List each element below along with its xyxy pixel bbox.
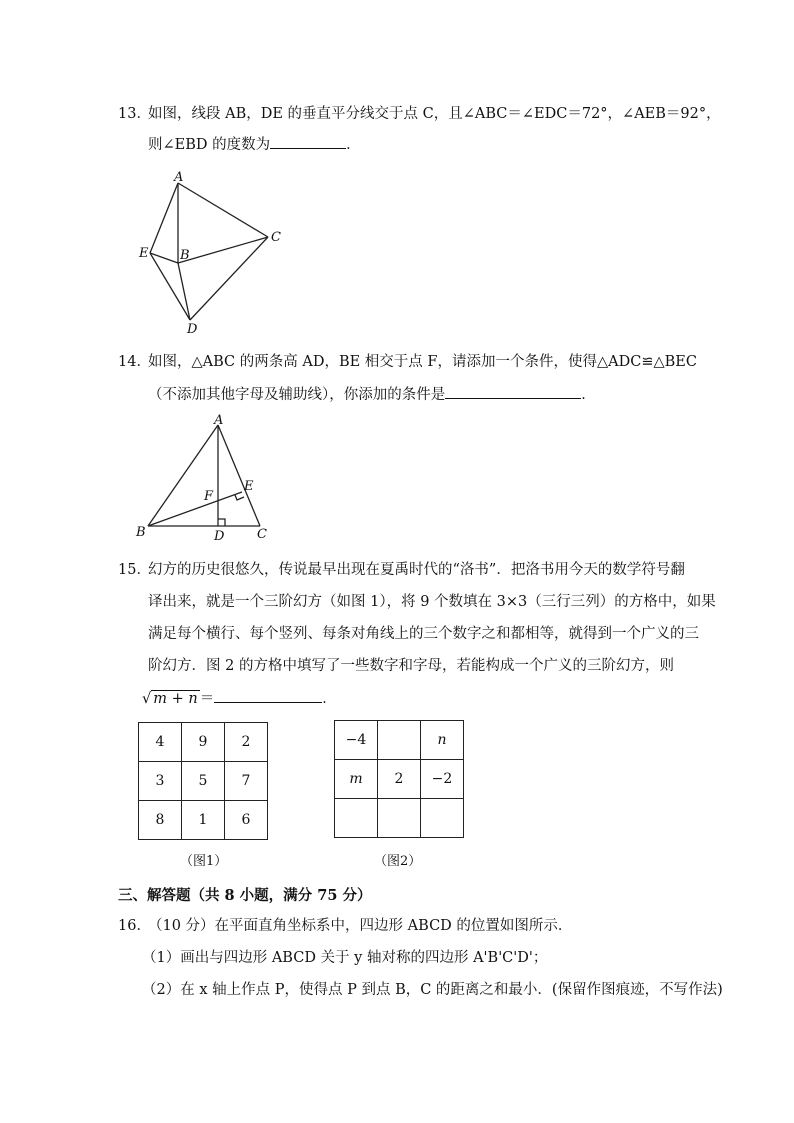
- q15-text-line4: 阶幻方．图 2 的方格中填写了一些数字和字母，若能构成一个广义的三阶幻方，则: [148, 658, 674, 674]
- cell: 7: [225, 762, 268, 801]
- segment-AC: [178, 183, 268, 237]
- cell: 2: [378, 760, 421, 799]
- table-row: [139, 801, 268, 840]
- cell: 1: [182, 801, 225, 840]
- label-D: D: [214, 529, 225, 544]
- q14-prompt: （不添加其他字母及辅助线），你添加的条件是: [148, 387, 446, 403]
- segment-EB: [150, 253, 178, 263]
- cell: [335, 799, 378, 838]
- table-row: [335, 799, 464, 838]
- section-title: 三、解答题（共 8 小题，满分 75 分）: [118, 887, 372, 904]
- segment-AC: [218, 425, 260, 526]
- cell: 5: [182, 762, 225, 801]
- altitude-BE: [148, 492, 242, 526]
- equals-sign: ＝: [199, 691, 215, 707]
- segment-AE: [150, 183, 178, 253]
- table-row: [139, 762, 268, 801]
- q13-period: ．: [346, 137, 361, 153]
- q13-text-line2: [148, 134, 361, 155]
- segment-BD: [178, 263, 190, 320]
- q13-answer-blank[interactable]: [270, 134, 346, 149]
- q14-period: ．: [581, 387, 596, 403]
- table-row: [335, 721, 464, 760]
- q13-number: 13．: [118, 106, 151, 122]
- label-A: A: [174, 170, 184, 185]
- cell: [378, 721, 421, 760]
- q15-text-line2: 译出来，就是一个三阶幻方（如图 1），将 9 个数填在 3×3（三行三列）的方格中，如果: [148, 594, 716, 610]
- q14-text-line2: [148, 384, 596, 405]
- cell: 8: [139, 801, 182, 840]
- label-D: D: [187, 322, 198, 337]
- radicand: m + n: [153, 691, 198, 707]
- cell: [378, 799, 421, 838]
- label-A: A: [214, 413, 224, 428]
- q14-answer-blank[interactable]: [445, 384, 581, 399]
- cell: [421, 799, 464, 838]
- q13-prompt: 则∠EBD 的度数为: [148, 137, 271, 153]
- q13-text-line1: 如图，线段 AB，DE 的垂直平分线交于点 C，且∠ABC＝∠EDC＝72°，∠AEB＝92°，: [148, 106, 721, 122]
- cell: −2: [421, 760, 464, 799]
- cell: 4: [139, 723, 182, 762]
- cell: 9: [182, 723, 225, 762]
- q16-text-line1: （10 分）在平面直角坐标系中，四边形 ABCD 的位置如图所示．: [148, 918, 573, 934]
- label-B: B: [136, 525, 146, 540]
- right-angle-D: [218, 519, 225, 526]
- cell: 2: [225, 723, 268, 762]
- q14-figure: [130, 412, 280, 547]
- label-F: F: [204, 489, 214, 504]
- q14-number: 14．: [118, 354, 151, 370]
- label-C: C: [257, 527, 267, 542]
- cell: −4: [335, 721, 378, 760]
- segment-BC: [178, 237, 268, 263]
- q16-part2: （2）在 x 轴上作点 P，使得点 P 到点 B，C 的距离之和最小．(保留作图痕迹，不写作法): [142, 982, 723, 998]
- sqrt-expression: √ m + n: [142, 691, 198, 707]
- caption-fig2: （图2）: [374, 854, 422, 869]
- q13-figure: [130, 165, 290, 340]
- label-E: E: [244, 479, 254, 494]
- segment-DC: [190, 237, 268, 320]
- q15-number: 15．: [118, 562, 151, 578]
- q15-text-line3: 满足每个横行、每个竖列、每条对角线上的三个数字之和都相等，就得到一个广义的三: [148, 626, 699, 642]
- q15-text-line1: 幻方的历史很悠久，传说最早出现在夏禹时代的“洛书”．把洛书用今天的数学符号翻: [148, 562, 685, 578]
- label-C: C: [271, 230, 281, 245]
- caption-fig1: （图1）: [180, 854, 228, 869]
- cell: 3: [139, 762, 182, 801]
- segment-ED: [150, 253, 190, 320]
- cell: 6: [225, 801, 268, 840]
- cell: n: [421, 721, 464, 760]
- q14-text-line1: 如图，△ABC 的两条高 AD，BE 相交于点 F，请添加一个条件，使得△ADC≌△BEC: [148, 354, 697, 370]
- cell: m: [335, 760, 378, 799]
- table-row: [139, 723, 268, 762]
- right-angle-E: [235, 495, 244, 500]
- label-B: B: [180, 248, 190, 263]
- magic-square-fig1: [138, 722, 268, 840]
- q15-answer-blank[interactable]: [214, 688, 322, 703]
- table-row: [335, 760, 464, 799]
- segment-AB: [148, 425, 218, 526]
- magic-square-fig2: [334, 720, 464, 838]
- q15-text-line5: [142, 688, 337, 709]
- q16-number: 16．: [118, 918, 151, 934]
- label-E: E: [139, 246, 149, 261]
- q15-period: ．: [322, 691, 337, 707]
- q16-part1: （1）画出与四边形 ABCD 关于 y 轴对称的四边形 A'B'C'D'；: [142, 950, 548, 966]
